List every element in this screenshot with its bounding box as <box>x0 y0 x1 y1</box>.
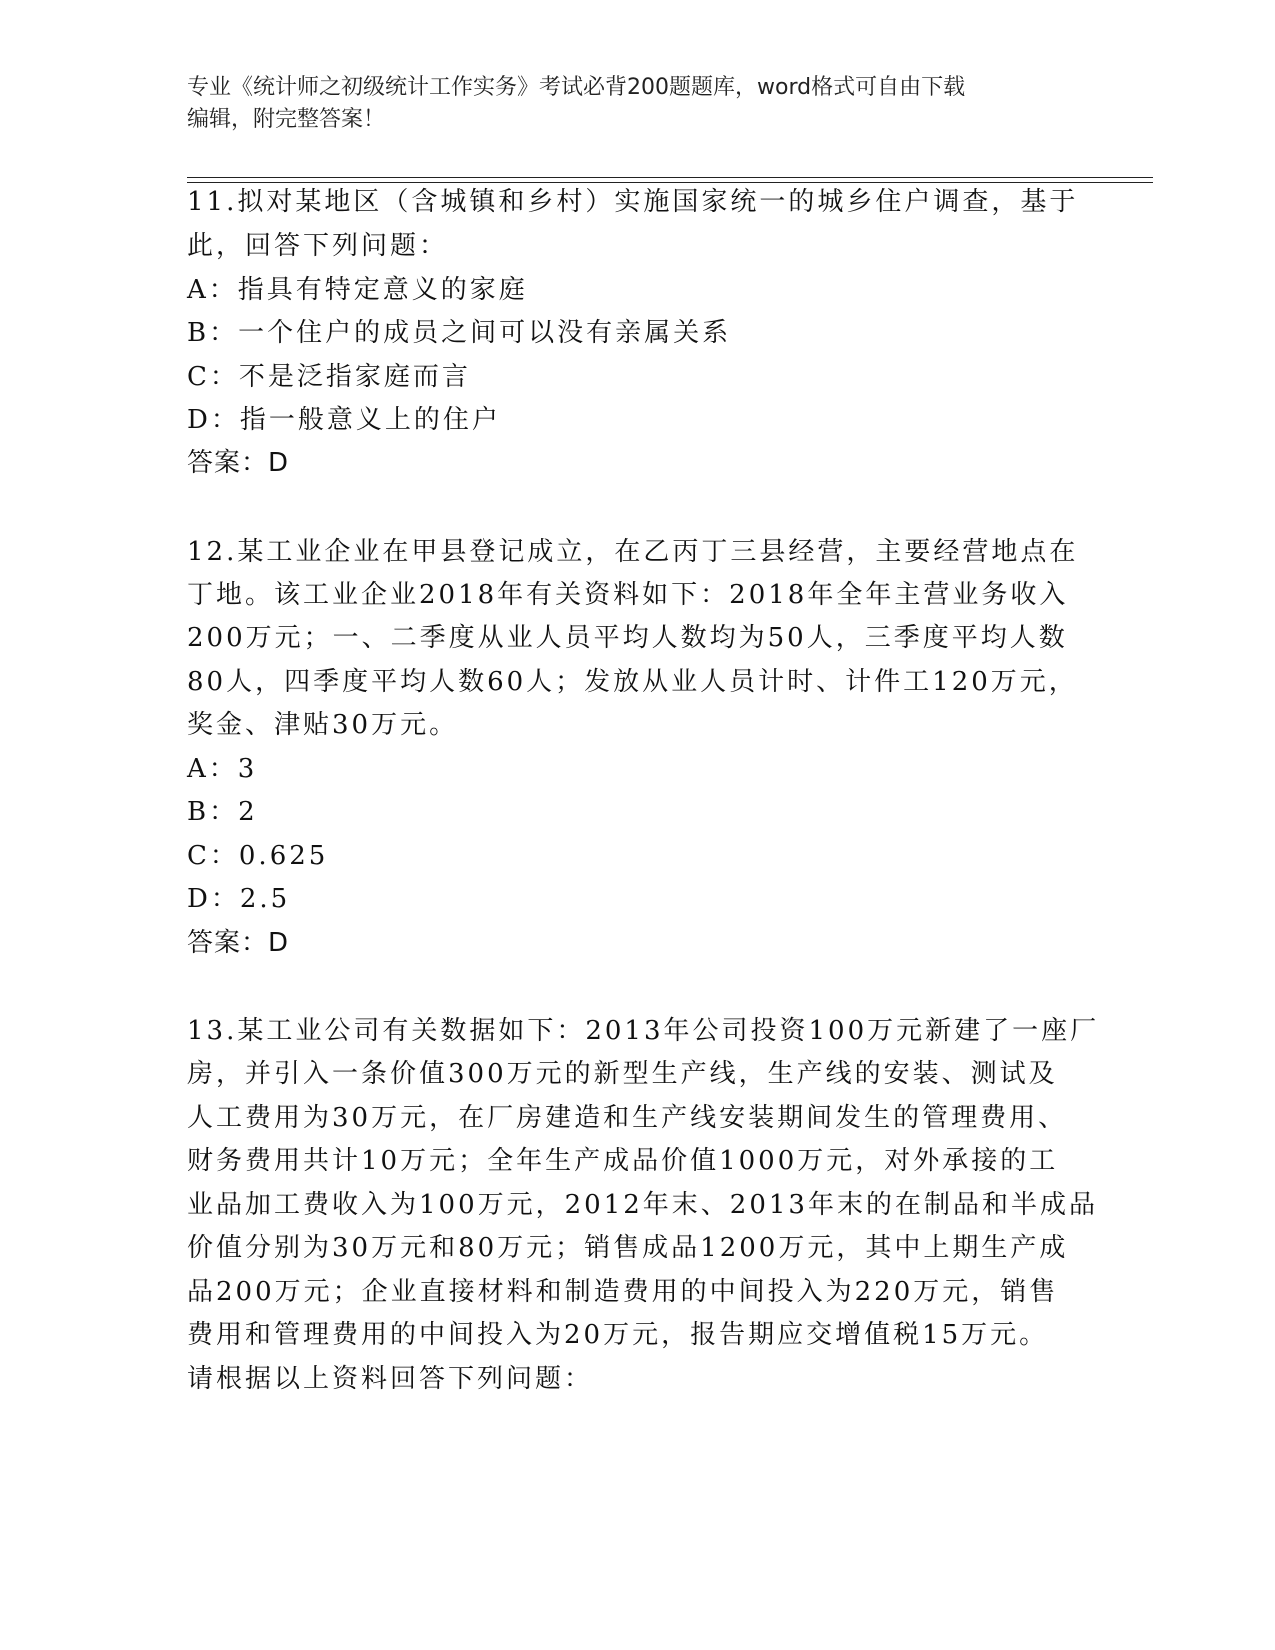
question-text-line: 请根据以上资料回答下列问题： <box>187 1364 594 1394</box>
option-b: B：一个住户的成员之间可以没有亲属关系 <box>187 318 732 348</box>
header-line: 编辑，附完整答案！ <box>187 107 386 132</box>
question-text-line: 11.拟对某地区（含城镇和乡村）实施国家统一的城乡住户调查，基于 <box>187 187 1079 217</box>
option-a: A：指具有特定意义的家庭 <box>187 275 528 305</box>
question-text-line: 财务费用共计10万元；全年生产成品价值1000万元，对外承接的工 <box>187 1146 1059 1176</box>
option-b: B：2 <box>187 797 258 827</box>
option-a: A：3 <box>187 754 258 784</box>
option-c: C：0.625 <box>187 841 329 871</box>
question-text-line: 12.某工业企业在甲县登记成立，在乙丙丁三县经营，主要经营地点在 <box>187 537 1079 567</box>
answer-text: 答案：D <box>187 928 290 958</box>
question-text-line: 奖金、津贴30万元。 <box>187 710 459 740</box>
option-c: C：不是泛指家庭而言 <box>187 362 471 392</box>
option-d: D：2.5 <box>187 884 291 914</box>
question-text-line: 房，并引入一条价值300万元的新型生产线，生产线的安装、测试及 <box>187 1059 1058 1089</box>
answer-text: 答案：D <box>187 448 290 478</box>
question-text-line: 此，回答下列问题： <box>187 231 449 261</box>
header-divider <box>187 177 1153 183</box>
document-header <box>187 72 1067 136</box>
option-d: D：指一般意义上的住户 <box>187 405 501 435</box>
question-text-line: 13.某工业公司有关数据如下：2013年公司投资100万元新建了一座厂 <box>187 1016 1100 1046</box>
question-text-line: 200万元；一、二季度从业人员平均人数均为50人，三季度平均人数 <box>187 623 1068 653</box>
question-text-line: 品200万元；企业直接材料和制造费用的中间投入为220万元，销售 <box>187 1277 1059 1307</box>
question-text-line: 丁地。该工业企业2018年有关资料如下：2018年全年主营业务收入 <box>187 580 1069 610</box>
header-line: 专业《统计师之初级统计工作实务》考试必背200题题库，word格式可自由下载 <box>187 75 966 100</box>
question-text-line: 80人，四季度平均人数60人；发放从业人员计时、计件工120万元， <box>187 667 1078 697</box>
question-text-line: 价值分别为30万元和80万元；销售成品1200万元，其中上期生产成 <box>187 1233 1069 1263</box>
question-text-line: 费用和管理费用的中间投入为20万元，报告期应交增值税15万元。 <box>187 1320 1049 1350</box>
question-text-line: 业品加工费收入为100万元，2012年末、2013年末的在制品和半成品 <box>187 1190 1098 1220</box>
question-text-line: 人工费用为30万元，在厂房建造和生产线安装期间发生的管理费用、 <box>187 1103 1068 1133</box>
